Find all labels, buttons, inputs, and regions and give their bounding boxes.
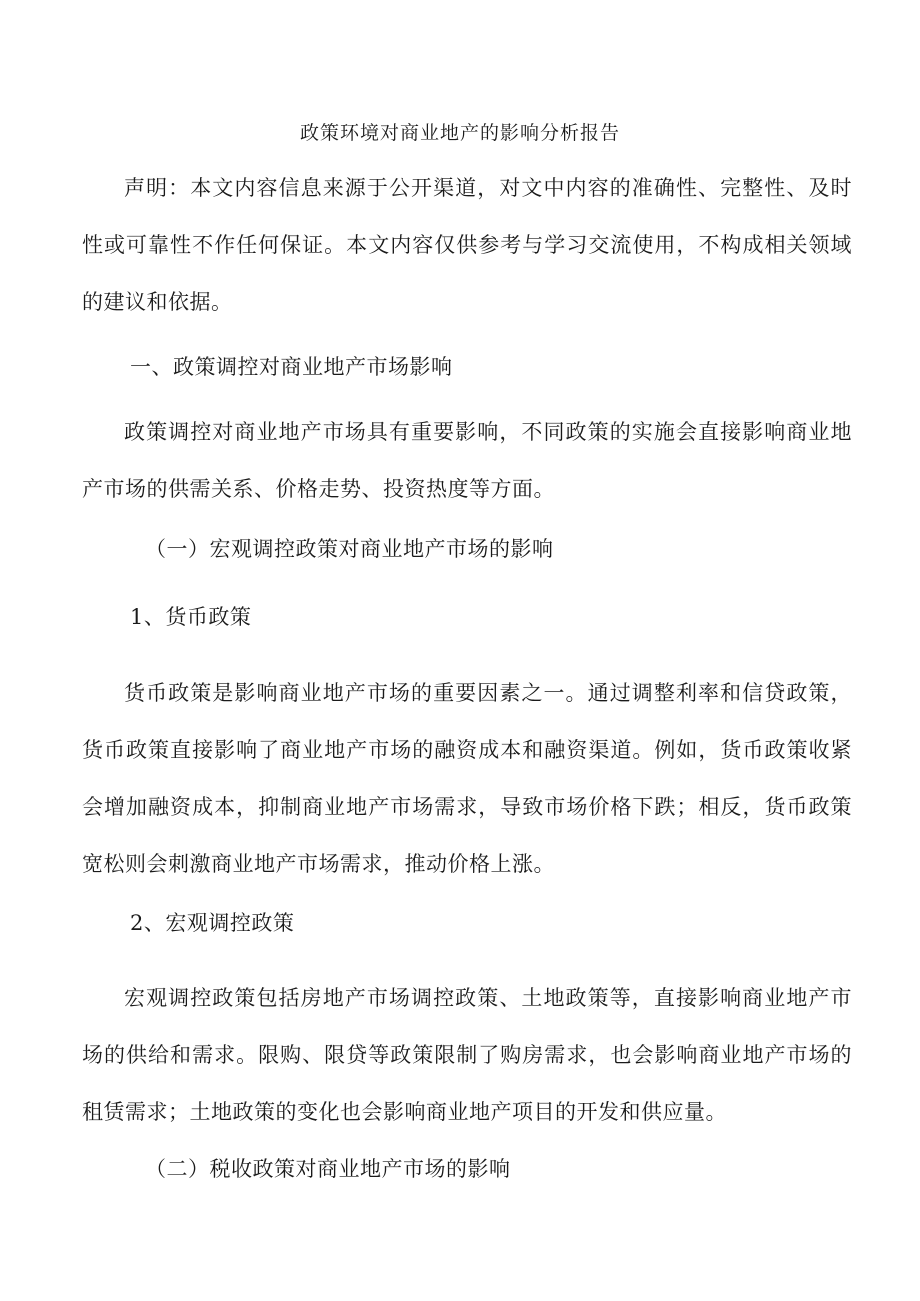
item-1-paragraph: 货币政策是影响商业地产市场的重要因素之一。通过调整利率和信贷政策，货币政策直接影响了商业地产市场的融资成本和融资渠道。例如，货币政策收紧会增加融资成本，抑制商业地产市场需求，导致市场价格下跌；相反，货币政策宽松则会刺激商业地产市场需求，推动价格上涨。 bbox=[82, 681, 852, 876]
item-1-heading: 1、货币政策 bbox=[130, 605, 252, 629]
subsection-1-heading: （一）宏观调控政策对商业地产市场的影响 bbox=[145, 537, 554, 561]
document-title: 政策环境对商业地产的影响分析报告 bbox=[299, 122, 620, 144]
disclaimer-paragraph: 声明：本文内容信息来源于公开渠道，对文中内容的准确性、完整性、及时性或可靠性不作任何保证。本文内容仅供参考与学习交流使用，不构成相关领域的建议和依据。 bbox=[82, 176, 852, 314]
subsection-2-heading: （二）税收政策对商业地产市场的影响 bbox=[145, 1157, 511, 1181]
item-2-heading: 2、宏观调控政策 bbox=[130, 911, 295, 935]
section-1-heading: 一、政策调控对商业地产市场影响 bbox=[130, 355, 453, 379]
item-2-paragraph: 宏观调控政策包括房地产市场调控政策、土地政策等，直接影响商业地产市场的供给和需求。限购、限贷等政策限制了购房需求，也会影响商业地产市场的租赁需求；土地政策的变化也会影响商业地产项目的开发和供应量。 bbox=[82, 986, 852, 1124]
section-1-paragraph: 政策调控对商业地产市场具有重要影响，不同政策的实施会直接影响商业地产市场的供需关系、价格走势、投资热度等方面。 bbox=[82, 420, 852, 501]
